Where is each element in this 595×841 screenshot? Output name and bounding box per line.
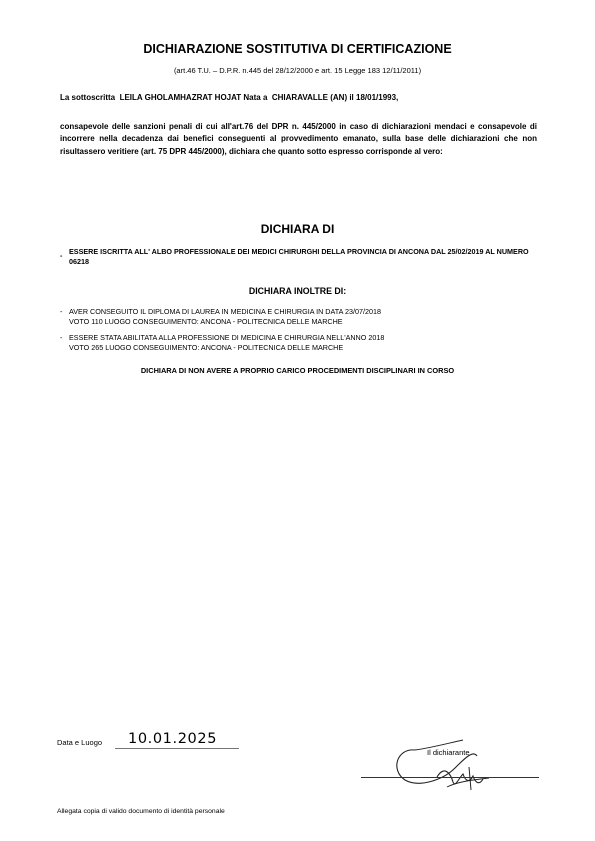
bullet-dash: - bbox=[60, 307, 63, 316]
date-value: 10.01.2025 bbox=[128, 731, 218, 747]
date-place-label: Data e Luogo bbox=[57, 738, 103, 747]
signature-line bbox=[361, 777, 539, 778]
inoltre-heading: DICHIARA INOLTRE DI: bbox=[248, 286, 347, 296]
handwritten-signature bbox=[385, 730, 495, 792]
signature-label: Il dichiarante bbox=[427, 748, 470, 757]
declaration-text bbox=[69, 307, 544, 326]
declaration-line: VOTO 110 LUOGO CONSEGUIMENTO: ANCONA - POLITECNICA DELLE MARCHE bbox=[69, 316, 343, 326]
declaration-text bbox=[69, 333, 544, 352]
no-disciplinary-statement: DICHIARA DI NON AVERE A PROPRIO CARICO PROCEDIMENTI DISCIPLINARI IN CORSO bbox=[140, 366, 455, 375]
declaration-line: AVER CONSEGUITO IL DIPLOMA DI LAUREA IN MEDICINA E CHIRURGIA IN DATA 23/07/2018 bbox=[69, 307, 381, 316]
bullet-dash: - bbox=[60, 333, 63, 342]
dichiara-heading: DICHIARA DI bbox=[260, 222, 335, 236]
declaration-line: ESSERE STATA ABILITATA ALLA PROFESSIONE DI MEDICINA E CHIRURGIA NELL'ANNO 2018 bbox=[69, 333, 385, 342]
declarant-intro: La sottoscritta LEILA GHOLAMHAZRAT HOJAT Nata a CHIARAVALLE (AN) il 18/01/1993, bbox=[60, 93, 399, 102]
bullet-dash: - bbox=[60, 251, 63, 260]
consent-paragraph: consapevole delle sanzioni penali di cui all'art.76 del DPR n. 445/2000 in caso di dichiarazioni mendaci e consapevole di incorrere nella decadenza dai benefici conseguenti al provvedimento emanato, sulla base delle dichiarazioni che non risultassero veritiere (art. 75 DPR 445/2000), dichiara che quanto sotto espresso corrisponde al vero: bbox=[60, 122, 537, 156]
declaration-text: ESSERE ISCRITTA ALL' ALBO PROFESSIONALE DEI MEDICI CHIRURGHI DELLA PROVINCIA DI ANCONA DAL 25/02/2019 AL NUMERO 06218 bbox=[69, 247, 529, 266]
declaration-line: VOTO 265 LUOGO CONSEGUIMENTO: ANCONA - POLITECNICA DELLE MARCHE bbox=[69, 342, 344, 352]
date-line bbox=[115, 748, 239, 749]
document-title: DICHIARAZIONE SOSTITUTIVA DI CERTIFICAZIONE bbox=[143, 42, 452, 56]
attachment-note: Allegata copia di valido documento di identità personale bbox=[57, 808, 225, 815]
legal-reference: (art.46 T.U. – D.P.R. n.445 del 28/12/2000 e art. 15 Legge 183 12/11/2011) bbox=[173, 66, 422, 75]
